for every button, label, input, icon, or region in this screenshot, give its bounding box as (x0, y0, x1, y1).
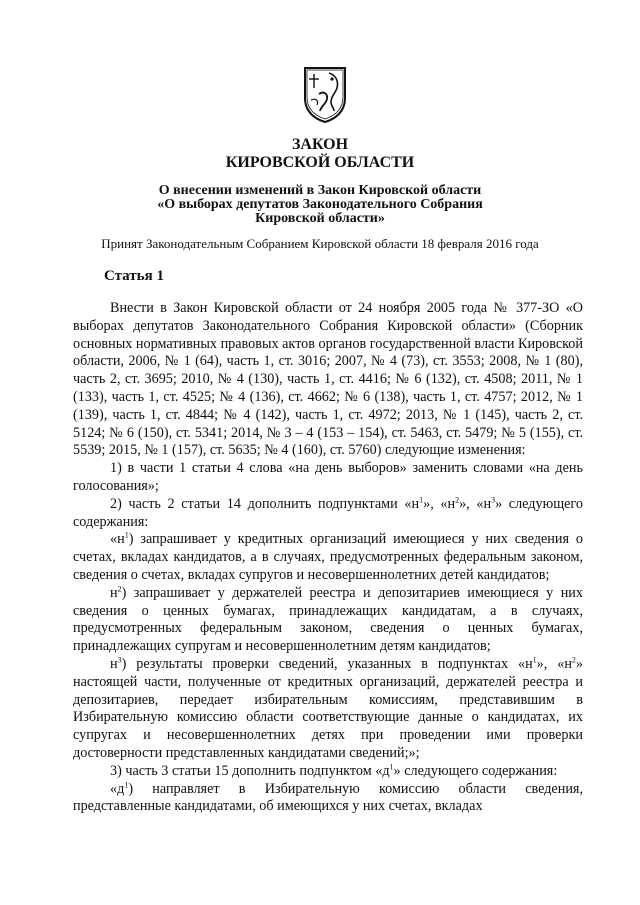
article-heading: Статья 1 (104, 268, 164, 284)
law-subject-line: «О выборах депутатов Законодательного Собрания (157, 197, 483, 212)
amendment-item-2: 2) часть 2 статьи 14 дополнить подпунктами «$н^1$», «$н^2$», «$н^3$» следующего содержания: (73, 495, 583, 530)
law-region: КИРОВСКОЙ ОБЛАСТИ (225, 154, 415, 171)
law-subject-line: Кировской области» (255, 211, 385, 226)
adoption-note: Принят Законодательным Собранием Кировской области 18 февраля 2016 года (101, 236, 539, 251)
subparagraph-d1: «$д^1$) направляет в Избирательную комиссию области сведения, представленные кандидатами, об имеющихся у них счетах, вкладах (73, 779, 583, 815)
amendment-item-1: 1) в части 1 статьи 4 слова «на день выборов» заменить словами «на день голосования»; (73, 460, 583, 494)
subparagraph-n2: $н^2$) запрашивает у держателей реестра и депозитариев имеющиеся у них сведения о ценных бумагах, принадлежащих кандидатам, а в случаях, предусмотренных федеральным законом, сведения о ценных бумагах, принадлежащих супругам и несовершеннолетним детям кандидатов; (73, 584, 583, 655)
subparagraph-n3: $н^3$) результаты проверки сведений, указанных в подпунктах «$н^1$», «$н^2$» настоящей части, полученные от кредитных организаций, держателей реестра и депозитариев, передает избирательным комиссиям, представившим в Избирательную комиссию области соответствующие данные о кандидатах, их супругах и несовершеннолетних детях при проведении ими проверки достоверности представленных кандидатами сведений;»; (73, 655, 584, 761)
law-subject-line: О внесении изменений в Закон Кировской области (158, 183, 482, 198)
amendment-item-3: 3) часть 3 статьи 15 дополнить подпунктом «$д^1$» следующего содержания: (110, 761, 558, 779)
subparagraph-n1: «$н^1$) запрашивает у кредитных организаций имеющиеся у них сведения о счетах, вкладах кандидатов, а в случаях, предусмотренных федеральным законом, сведения о счетах, вкладах супругов и несовершеннолетних детей кандидатов; (73, 530, 583, 583)
intro-paragraph: Внести в Закон Кировской области от 24 ноября 2005 года № 377-ЗО «О выборах депутатов Законодательного Собрания Кировской области» (Сборник основных нормативных правовых актов органов государственной власти Кировской области, 2006, № 1 (64), часть 1, ст. 3016; 2007, № 4 (73), ст. 3553; 2008, № 1 (80), часть 2, ст. 3695; 2010, № 4 (130), часть 1, ст. 4416; № 6 (132), ст. 4508; 2011, № 1 (133), часть 1, ст. 4525; № 4 (136), ст. 4662; № 6 (138), часть 1, ст. 4757; 2012, № 1 (139), часть 1, ст. 4844; № 4 (142), часть 1, ст. 4972; 2013, № 1 (145), часть 2, ст. 5124; № 6 (150), ст. 5341; 2014, № 3 – 4 (153 – 154), ст. 5463, ст. 5479; № 5 (155), ст. 5539; 2015, № 1 (157), ст. 5635; № 4 (160), ст. 5760) следующие изменения: (73, 300, 583, 459)
article-body (73, 300, 583, 816)
law-subject (120, 184, 520, 226)
coat-of-arms-icon (301, 64, 349, 124)
law-title: ЗАКОН (291, 136, 349, 153)
